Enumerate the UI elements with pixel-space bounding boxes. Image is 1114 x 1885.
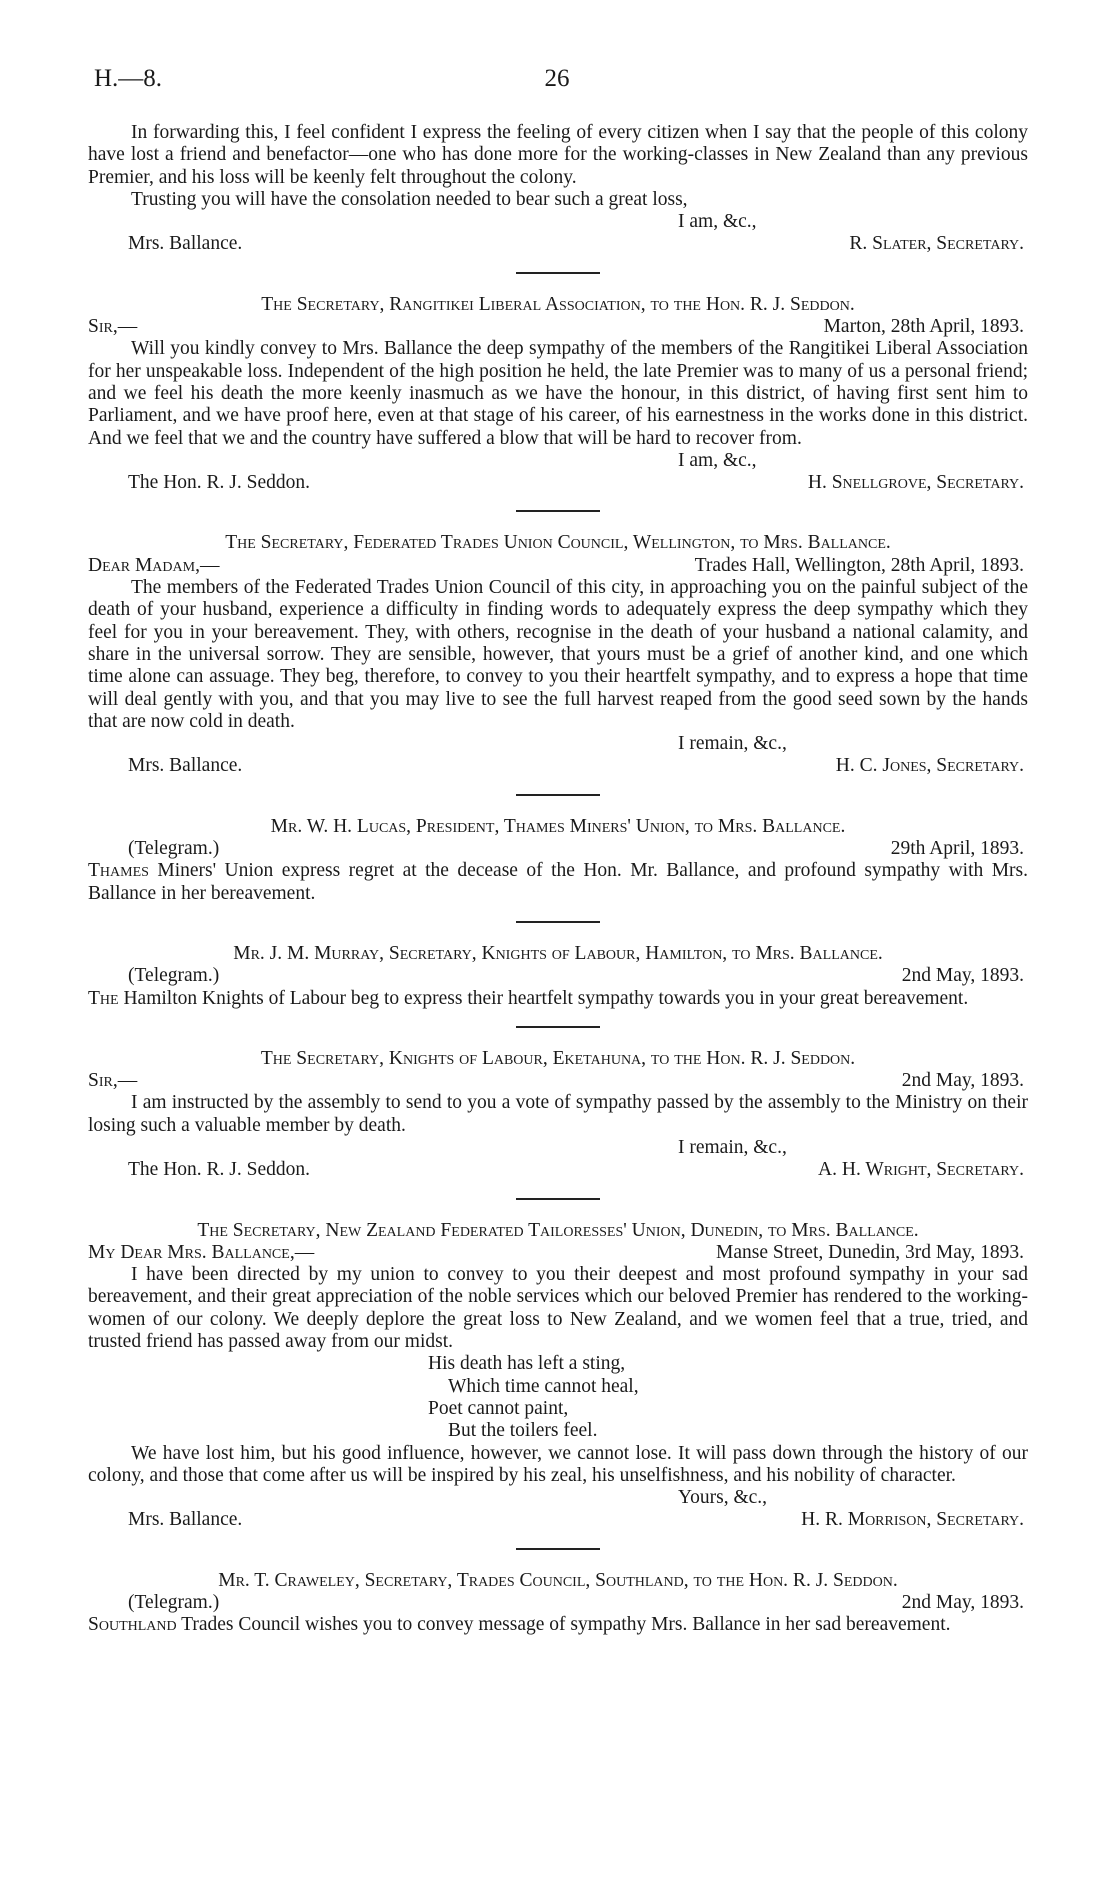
letter-title: The Secretary, Rangitikei Liberal Association, to the Hon. R. J. Seddon. (261, 293, 855, 315)
letter-place-date: Marton, 28th April, 1893. (823, 316, 1024, 338)
letter-thames-miners (88, 816, 1028, 905)
letter-rangitikei (88, 294, 1028, 495)
letter-trades-union-council (88, 532, 1028, 777)
letter-body: Will you kindly convey to Mrs. Ballance the deep sympathy of the members of the Rangitikei Liberal Association for her unspeakable loss. Independent of the high position he held, the late Premier was to many of us a personal friend; and we feel his death the more keenly inasmuch as we have the honour, in this district, of having first sent him to Parliament, and we have proof here, even at that stage of his career, of his earnestness in the works done in this district. And we feel that we and the country have suffered a blow that will be hard to recover from. (88, 338, 1028, 449)
letter-signature: A. H. Wright, Secretary. (818, 1159, 1024, 1181)
letter-title: Mr. J. M. Murray, Secretary, Knights of Labour, Hamilton, to Mrs. Ballance. (233, 942, 883, 964)
body-text: Hamilton Knights of Labour beg to express their heartfelt sympathy towards you in your great bereavement. (118, 987, 969, 1009)
body-text: Miners' Union express regret at the decease of the Hon. Mr. Ballance, and profound sympathy with Mrs. Ballance in her bereavement. (88, 860, 1028, 904)
body-lead-word: The (88, 987, 119, 1009)
body-text: Trades Council wishes you to convey message of sympathy Mrs. Ballance in her sad bereavement. (176, 1614, 951, 1636)
letter-closing: I am, &c., (678, 449, 757, 471)
letter-title: Mr. W. H. Lucas, President, Thames Miners' Union, to Mrs. Ballance. (270, 815, 846, 837)
section-divider (516, 1548, 600, 1550)
letter-body: I have been directed by my union to convey to you their deepest and most profound sympathy in your sad bereavement, and their great appreciation of the noble services which our beloved Premier has rendered to the working-women of our colony. We deeply deplore the great loss to New Zealand, and we women feel that a true, tried, and trusted friend has passed away from our midst. (88, 1264, 1028, 1353)
section-divider (516, 921, 600, 923)
letter-title: The Secretary, New Zealand Federated Tailoresses' Union, Dunedin, to Mrs. Ballance. (197, 1219, 919, 1241)
telegram-note: (Telegram.) (128, 965, 220, 987)
letter-title: Mr. T. Craweley, Secretary, Trades Council, Southland, to the Hon. R. J. Seddon. (218, 1569, 898, 1591)
letter-hamilton-knights (88, 943, 1028, 1010)
poem-line: Which time cannot heal, (448, 1375, 639, 1397)
letter-closing: I remain, &c., (678, 733, 787, 755)
letter-slater (88, 122, 1028, 256)
letter-date: 2nd May, 1893. (901, 965, 1024, 987)
letter-closing: Yours, &c., (678, 1487, 768, 1509)
telegram-note: (Telegram.) (128, 838, 220, 860)
letter-date: 2nd May, 1893. (901, 1070, 1024, 1092)
letter-paragraph: In forwarding this, I feel confident I express the feeling of every citizen when I say that the people of this colony have lost a friend and benefactor—one who has done more for the working-classes in New Zealand than any previous Premier, and his loss will be keenly felt throughout the colony. (88, 122, 1028, 188)
letter-addressee: The Hon. R. J. Seddon. (128, 472, 310, 494)
letter-addressee: Mrs. Ballance. (128, 1509, 243, 1531)
letter-signature: R. Slater, Secretary. (849, 233, 1024, 255)
poem-line: But the toilers feel. (448, 1420, 598, 1442)
telegram-note: (Telegram.) (128, 1592, 220, 1614)
letter-place-date: Manse Street, Dunedin, 3rd May, 1893. (716, 1241, 1024, 1263)
letter-salutation: My Dear Mrs. Ballance,— (88, 1241, 315, 1263)
letter-southland-trades (88, 1570, 1028, 1637)
page-content (88, 122, 1028, 1637)
letter-salutation: Sir,— (88, 316, 138, 338)
body-lead-word: Southland (88, 1614, 177, 1636)
letter-tailoresses-union (88, 1220, 1028, 1532)
page-header (0, 65, 1114, 98)
poem-line: Poet cannot paint, (428, 1397, 569, 1419)
letter-date: 29th April, 1893. (890, 838, 1024, 860)
section-divider (516, 1198, 600, 1200)
poem-line: His death has left a sting, (428, 1353, 626, 1375)
letter-body: We have lost him, but his good influence, however, we cannot lose. It will pass down through the history of our colony, and those that come after us will be inspired by his zeal, his unselfishness, and his nobility of character. (88, 1442, 1028, 1486)
letter-place-date: Trades Hall, Wellington, 28th April, 1893. (694, 554, 1024, 576)
section-divider (516, 794, 600, 796)
letter-title: The Secretary, Knights of Labour, Eketahuna, to the Hon. R. J. Seddon. (260, 1047, 856, 1069)
section-divider (516, 1026, 600, 1028)
document-reference: H.—8. (94, 65, 163, 92)
section-divider (516, 510, 600, 512)
section-divider (516, 272, 600, 274)
letter-body (88, 988, 1028, 1010)
poem-verse (88, 1353, 1028, 1442)
letter-body: The members of the Federated Trades Union Council of this city, in approaching you on the painful subject of the death of your husband, experience a difficulty in finding words to adequately express the deep sympathy which they feel for you in your bereavement. They, with others, recognise in the death of your husband a national calamity, and share in the universal sorrow. They are sensible, however, that yours must be a grief of another kind, and one which time alone can assuage. They beg, therefore, to convey to you their heartfelt sympathy, and to express a hope that time will deal gently with you, and that you may live to see the full harvest reaped from the good seed sown by the hands that are now cold in death. (88, 577, 1028, 732)
letter-addressee: The Hon. R. J. Seddon. (128, 1159, 310, 1181)
letter-eketahuna-knights (88, 1048, 1028, 1182)
letter-closing: I remain, &c., (678, 1136, 787, 1158)
letter-salutation: Sir,— (88, 1070, 138, 1092)
letter-salutation: Dear Madam,— (88, 554, 220, 576)
letter-signature: H. R. Morrison, Secretary. (801, 1509, 1024, 1531)
letter-date: 2nd May, 1893. (901, 1592, 1024, 1614)
letter-signature: H. Snellgrove, Secretary. (807, 472, 1024, 494)
letter-title: The Secretary, Federated Trades Union Council, Wellington, to Mrs. Ballance. (225, 532, 891, 554)
letter-addressee: Mrs. Ballance. (128, 233, 243, 255)
letter-body (88, 1614, 1028, 1636)
body-lead-word: Thames (88, 860, 149, 882)
letter-paragraph: Trusting you will have the consolation needed to bear such a great loss, (131, 188, 688, 210)
letter-body (88, 860, 1028, 905)
page-number: 26 (544, 65, 570, 92)
letter-signature: H. C. Jones, Secretary. (835, 755, 1024, 777)
letter-addressee: Mrs. Ballance. (128, 755, 243, 777)
letter-closing: I am, &c., (678, 211, 757, 233)
letter-body: I am instructed by the assembly to send to you a vote of sympathy passed by the assembly to the Ministry on their losing such a valuable member by death. (88, 1092, 1028, 1136)
